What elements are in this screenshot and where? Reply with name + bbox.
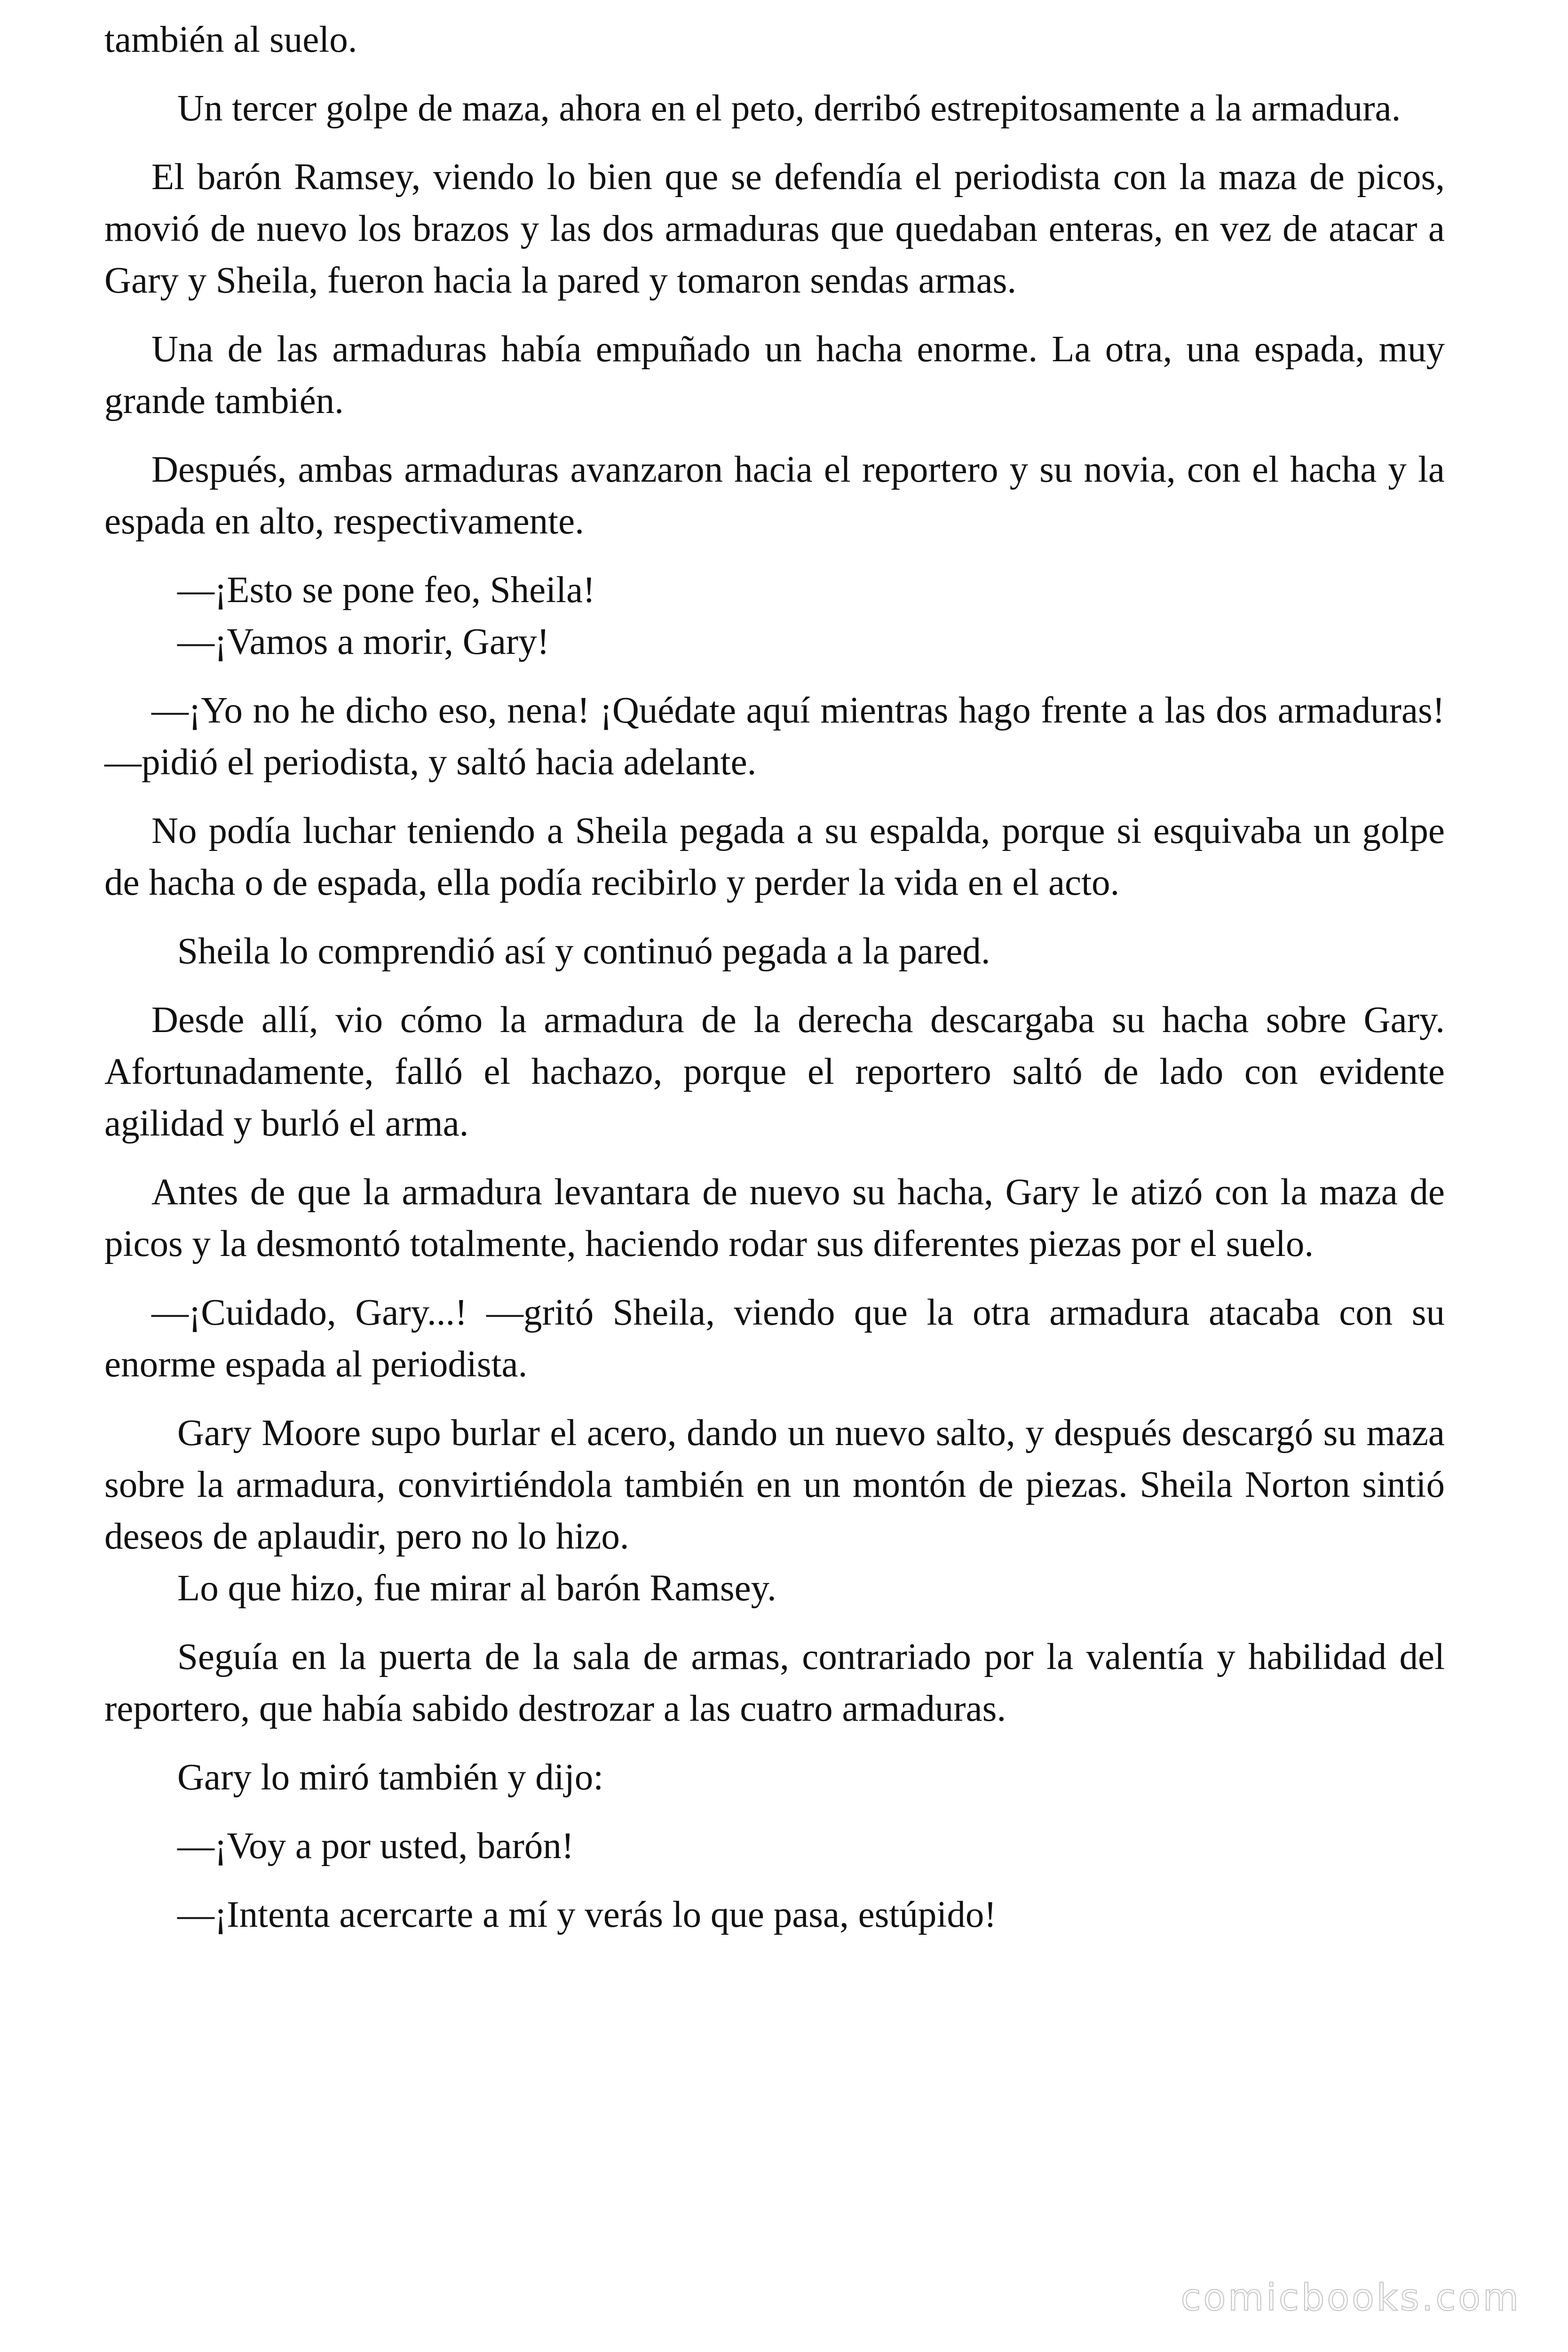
paragraph: No podía luchar teniendo a Sheila pegada a su espalda, porque si esquivaba un golpe de hacha o de espada, ella podía recibirlo y perder la vida en el acto.: [104, 810, 1445, 903]
paragraph: Después, ambas armaduras avanzaron hacia el reportero y su novia, con el hacha y la espada en alto, respectivamente.: [104, 449, 1445, 542]
paragraph: Gary Moore supo burlar el acero, dando un nuevo salto, y después descargó su maza sobre la armadura, convirtiéndola también en un montón de piezas. Sheila Norton sintió deseos de aplaudir, pero no lo hizo.: [104, 1413, 1445, 1557]
paragraph: Una de las armaduras había empuñado un hacha enorme. La otra, una espada, muy grande también.: [104, 329, 1445, 421]
paragraph: Lo que hizo, fue mirar al barón Ramsey.: [177, 1568, 776, 1609]
paragraph: Seguía en la puerta de la sala de armas, contrariado por la valentía y habilidad del reportero, que había sabido destrozar a las cuatro armaduras.: [104, 1637, 1445, 1729]
paragraph: —¡Cuidado, Gary...! —gritó Sheila, viendo que la otra armadura atacaba con su enorme espada al periodista.: [104, 1292, 1445, 1385]
paragraph: —¡Yo no he dicho eso, nena! ¡Quédate aquí mientras hago frente a las dos armaduras! —pidió el periodista, y saltó hacia adelante.: [104, 690, 1445, 783]
dialogue-line: —¡Voy a por usted, barón!: [177, 1826, 574, 1867]
paragraph: Un tercer golpe de maza, ahora en el peto, derribó estrepitosamente a la armadura.: [177, 88, 1401, 129]
paragraph: El barón Ramsey, viendo lo bien que se defendía el periodista con la maza de picos, movió de nuevo los brazos y las dos armaduras que quedaban enteras, en vez de atacar a Gary y Sheila, fueron hacia la pared y tomaron sendas armas.: [104, 157, 1445, 301]
paragraph: también al suelo.: [104, 19, 357, 60]
dialogue-line: —¡Intenta acercarte a mí y verás lo que pasa, estúpido!: [177, 1894, 997, 1935]
text-column: [104, 14, 1445, 1958]
paragraph: Sheila lo comprendió así y continuó pegada a la pared.: [177, 931, 990, 972]
dialogue-line: —¡Vamos a morir, Gary!: [177, 621, 550, 662]
paragraph: Desde allí, vio cómo la armadura de la derecha descargaba su hacha sobre Gary. Afortunadamente, falló el hachazo, porque el reportero saltó de lado con evidente agilidad y burló el arma.: [104, 1000, 1445, 1144]
paragraph: Gary lo miró también y dijo:: [177, 1757, 604, 1798]
paragraph: Antes de que la armadura levantara de nuevo su hacha, Gary le atizó con la maza de picos y la desmontó totalmente, haciendo rodar sus diferentes piezas por el suelo.: [104, 1172, 1445, 1264]
watermark: comicbooks.com: [1180, 2277, 1521, 2319]
dialogue-line: —¡Esto se pone feo, Sheila!: [177, 570, 595, 611]
